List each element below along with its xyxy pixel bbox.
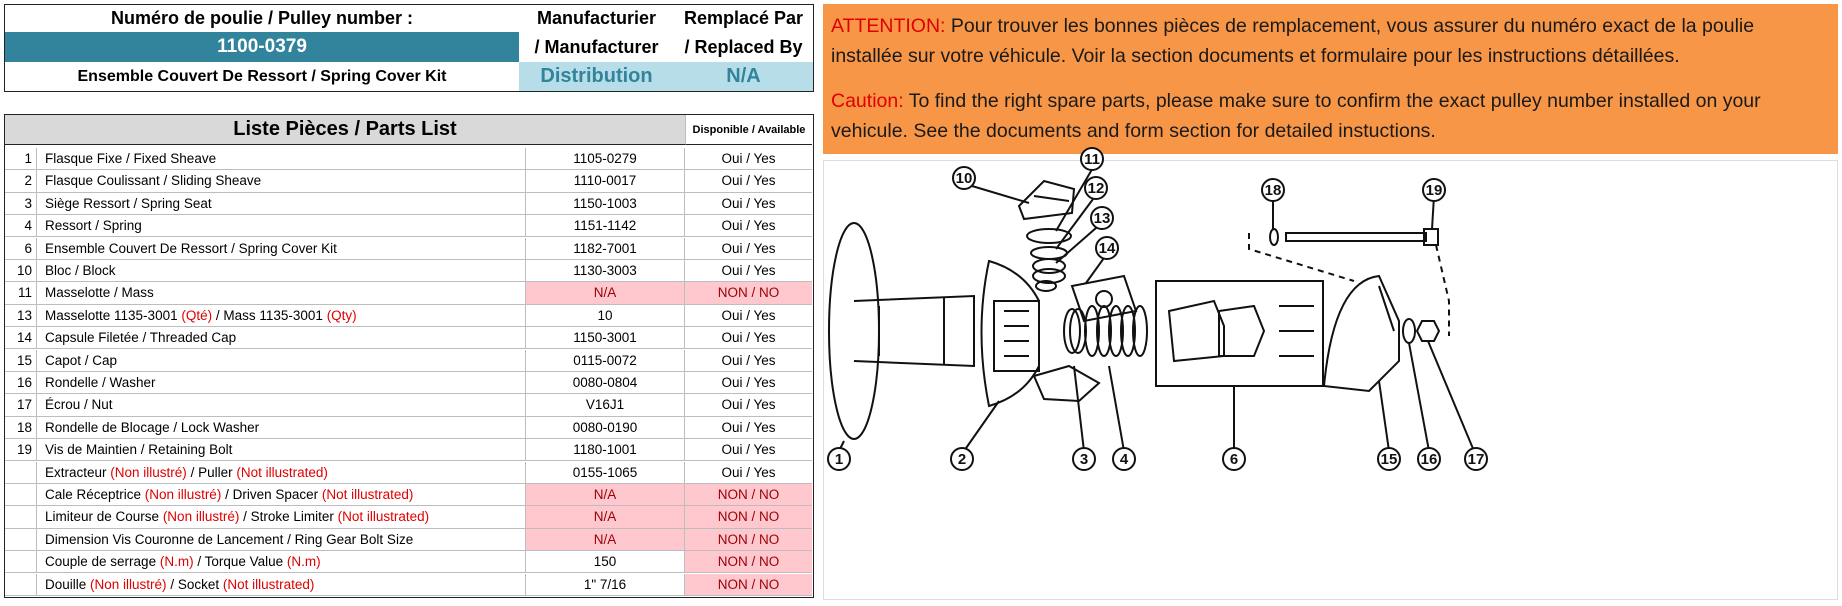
part-description xyxy=(45,529,525,550)
description-text: Extracteur xyxy=(45,464,111,480)
part-number-ref: 3 xyxy=(5,193,37,214)
part-description xyxy=(45,462,525,483)
availability: NON / NO xyxy=(685,484,812,505)
replaced-by-value: N/A xyxy=(674,62,813,91)
callout-6 xyxy=(1223,448,1245,470)
table-row xyxy=(5,193,812,215)
part-code: 1182-7001 xyxy=(525,238,685,259)
availability: Oui / Yes xyxy=(721,442,776,458)
part-code: 1150-3001 xyxy=(525,327,685,348)
table-row xyxy=(5,506,812,528)
availability: Oui / Yes xyxy=(721,218,776,234)
description-note: (Not illustrated) xyxy=(222,576,315,592)
description-text: Siège Ressort / Spring Seat xyxy=(45,195,212,211)
part-code: 1110-0017 xyxy=(525,170,685,191)
pulley-header xyxy=(4,4,814,92)
parts-rows xyxy=(5,148,812,596)
part-number-ref: 14 xyxy=(5,327,37,348)
table-row xyxy=(5,484,812,506)
table-row xyxy=(5,215,812,237)
part-code: N/A xyxy=(525,529,685,550)
table-row xyxy=(5,260,812,282)
svg-text:11: 11 xyxy=(1084,151,1100,168)
manufacturer-label-2: / Manufacturer xyxy=(534,36,659,57)
part-number-ref: 18 xyxy=(5,417,37,438)
spring-seat-drawing xyxy=(1064,309,1086,353)
part-description xyxy=(45,193,525,214)
svg-text:6: 6 xyxy=(1229,451,1239,468)
part-code: 0115-0072 xyxy=(525,350,685,371)
availability: Oui / Yes xyxy=(721,464,776,480)
part-number-ref: 19 xyxy=(5,439,37,460)
exploded-diagram xyxy=(823,151,1838,600)
part-number-ref: 10 xyxy=(5,260,37,281)
description-text: Limiteur de Course xyxy=(45,509,163,525)
description-text: / Mass 1135-3001 xyxy=(212,307,327,323)
part-code: 1" 7/16 xyxy=(525,574,685,595)
description-text: Ressort / Spring xyxy=(45,218,142,234)
table-row xyxy=(5,529,812,551)
svg-text:2: 2 xyxy=(957,451,967,468)
part-number-ref: 1 xyxy=(5,148,37,169)
manufacturer-label-1: Manufacturier xyxy=(536,8,657,28)
callout-18 xyxy=(1262,179,1284,201)
part-description xyxy=(45,170,525,191)
washer-drawing xyxy=(1403,319,1415,343)
part-code: V16J1 xyxy=(525,394,685,415)
exploded-diagram-svg xyxy=(824,151,1839,601)
description-note: (Not illustrated) xyxy=(236,464,328,480)
part-description xyxy=(45,350,525,371)
part-number-ref xyxy=(5,484,37,505)
retaining-bolt-drawing xyxy=(1270,229,1438,245)
part-number-ref xyxy=(5,506,37,527)
availability: NON / NO xyxy=(685,529,812,550)
description-text: Rondelle / Washer xyxy=(45,375,156,390)
description-text: Rondelle de Blocage / Lock Washer xyxy=(45,419,260,435)
part-number-ref: 15 xyxy=(5,350,37,371)
description-note: (Non illustré) xyxy=(90,576,167,592)
callout-4 xyxy=(1113,448,1135,470)
part-number-ref: 13 xyxy=(5,305,37,326)
part-code: 1130-3003 xyxy=(525,260,685,281)
attention-fr-key: ATTENTION: xyxy=(831,15,946,37)
part-description xyxy=(45,215,525,236)
description-note: (Non illustré) xyxy=(162,509,240,525)
callout-11 xyxy=(1081,148,1103,170)
availability: NON / NO xyxy=(685,551,812,572)
part-number-ref xyxy=(5,529,37,550)
attention-fr-line1 xyxy=(831,11,1754,41)
callout-12 xyxy=(1085,177,1107,199)
sliding-sheave-drawing xyxy=(982,261,1040,406)
availability: NON / NO xyxy=(685,506,812,527)
attention-en-key: Caution: xyxy=(831,90,904,112)
table-row xyxy=(5,282,812,304)
description-text: Masselotte 1135-3001 xyxy=(45,307,182,323)
spring-cover-kit-drawing xyxy=(1156,281,1323,386)
description-text: Bloc / Block xyxy=(45,263,116,278)
description-text: / Puller xyxy=(186,464,237,480)
part-description xyxy=(45,417,525,438)
table-row xyxy=(5,170,812,192)
description-note: (N.m) xyxy=(159,554,194,570)
description-note: (Not illustrated) xyxy=(321,487,414,502)
kit-name: Ensemble Couvert De Ressort / Spring Cover Kit xyxy=(77,67,447,85)
threaded-cap-drawing xyxy=(1072,276,1136,321)
availability: Oui / Yes xyxy=(721,375,776,390)
attention-fr-line2: installée sur votre véhicule. Voir la section documents et formulaire pour les instructions détaillées. xyxy=(831,45,1680,67)
description-text: / Stroke Limiter xyxy=(239,509,338,525)
part-code: 0155-1065 xyxy=(525,462,685,483)
part-code: 1150-1003 xyxy=(525,193,685,214)
part-description xyxy=(45,574,525,595)
availability: Oui / Yes xyxy=(721,397,776,413)
availability: Oui / Yes xyxy=(721,240,776,256)
part-number-ref: 4 xyxy=(5,215,37,236)
attention-box xyxy=(823,4,1838,154)
svg-text:18: 18 xyxy=(1264,182,1282,199)
attention-en-text1: To find the right spare parts, please make sure to confirm the exact pulley number installed on your xyxy=(903,90,1761,112)
part-code: 0080-0190 xyxy=(525,417,685,438)
availability: NON / NO xyxy=(685,282,812,303)
part-code: 1180-1001 xyxy=(525,439,685,460)
block-lower-drawing xyxy=(1034,366,1099,401)
part-description xyxy=(45,148,525,169)
part-code: 150 xyxy=(525,551,685,572)
part-number-ref: 17 xyxy=(5,394,37,415)
svg-text:10: 10 xyxy=(955,170,973,187)
part-code: N/A xyxy=(525,282,685,303)
availability: Oui / Yes xyxy=(721,151,776,166)
spring-drawing xyxy=(1085,306,1147,356)
description-text: Écrou / Nut xyxy=(45,397,113,413)
table-row xyxy=(5,439,812,461)
part-description xyxy=(45,305,525,326)
table-row xyxy=(5,574,812,596)
attention-fr-text1: Pour trouver les bonnes pièces de remplacement, vous assurer du numéro exact de la poulie xyxy=(945,15,1755,37)
part-description xyxy=(45,327,525,348)
parts-list-title: Liste Pièces / Parts List xyxy=(5,115,685,145)
table-row xyxy=(5,417,812,439)
callout-1 xyxy=(828,448,850,470)
table-row xyxy=(5,462,812,484)
callout-15 xyxy=(1378,448,1400,470)
svg-text:17: 17 xyxy=(1467,451,1485,468)
part-description xyxy=(45,238,525,259)
part-description xyxy=(45,439,525,460)
availability: NON / NO xyxy=(685,574,812,595)
description-text: Douille xyxy=(45,576,91,592)
part-code: N/A xyxy=(525,484,685,505)
availability: Oui / Yes xyxy=(721,263,776,278)
description-text: Vis de Maintien / Retaining Bolt xyxy=(45,442,233,458)
description-text: Flasque Coulissant / Sliding Sheave xyxy=(45,173,262,189)
part-description xyxy=(45,282,525,303)
svg-text:14: 14 xyxy=(1098,240,1116,257)
svg-text:13: 13 xyxy=(1093,210,1111,227)
description-text: Cale Réceptrice xyxy=(45,487,145,502)
description-note: (Qty) xyxy=(326,307,357,323)
svg-text:19: 19 xyxy=(1425,182,1443,199)
description-text: / Socket xyxy=(166,576,223,592)
availability: Oui / Yes xyxy=(721,352,776,368)
part-number-ref: 2 xyxy=(5,170,37,191)
part-description xyxy=(45,260,525,281)
description-text: / Torque Value xyxy=(193,554,287,570)
callout-16 xyxy=(1418,448,1440,470)
callout-3 xyxy=(1073,448,1095,470)
part-number-ref xyxy=(5,462,37,483)
description-note: (Non illustré) xyxy=(144,487,222,502)
parts-table xyxy=(4,114,814,598)
part-description xyxy=(45,484,525,505)
callout-14 xyxy=(1096,237,1118,259)
table-row xyxy=(5,238,812,260)
part-code: 1151-1142 xyxy=(525,215,685,236)
replaced-by-label-2: / Replaced By xyxy=(684,36,803,57)
callout-10 xyxy=(953,167,975,189)
table-row xyxy=(5,305,812,327)
table-row xyxy=(5,551,812,573)
part-code: 1105-0279 xyxy=(525,148,685,169)
callout-13 xyxy=(1091,207,1113,229)
description-note: (Non illustré) xyxy=(110,464,187,480)
availability: Oui / Yes xyxy=(721,195,776,211)
fixed-sheave-drawing xyxy=(829,223,974,439)
availability: Oui / Yes xyxy=(721,173,776,189)
manufacturer-value: Distribution xyxy=(519,62,674,91)
description-text: Capsule Filetée / Threaded Cap xyxy=(45,330,237,346)
callout-2 xyxy=(951,448,973,470)
availability: Oui / Yes xyxy=(721,307,776,323)
table-row xyxy=(5,327,812,349)
table-row xyxy=(5,148,812,170)
pulley-number-value: 1100-0379 xyxy=(5,32,519,62)
description-text: Ensemble Couvert De Ressort / Spring Cover Kit xyxy=(45,240,337,256)
part-number-ref: 16 xyxy=(5,372,37,393)
part-number-ref xyxy=(5,574,37,595)
part-description xyxy=(45,394,525,415)
part-code: 10 xyxy=(525,305,685,326)
description-text: Couple de serrage xyxy=(45,554,160,570)
svg-text:4: 4 xyxy=(1119,451,1129,468)
description-text: Masselotte / Mass xyxy=(45,285,154,301)
availability: Oui / Yes xyxy=(721,419,776,435)
part-code: 0080-0804 xyxy=(525,372,685,393)
part-description xyxy=(45,551,525,572)
table-row xyxy=(5,350,812,372)
attention-en-line1 xyxy=(831,86,1761,116)
description-text: Flasque Fixe / Fixed Sheave xyxy=(45,151,217,166)
part-number-ref: 11 xyxy=(5,282,37,303)
svg-text:12: 12 xyxy=(1087,180,1105,197)
table-row xyxy=(5,372,812,394)
replaced-by-label-1: Remplacé Par xyxy=(683,8,804,28)
attention-en-line2: vehicule. See the documents and form section for detailed instuctions. xyxy=(831,120,1436,142)
part-description xyxy=(45,372,525,393)
nut-drawing xyxy=(1417,321,1439,341)
description-note: (N.m) xyxy=(286,554,321,570)
svg-text:16: 16 xyxy=(1420,451,1438,468)
description-text: / Driven Spacer xyxy=(221,487,322,502)
description-note: (Not illustrated) xyxy=(337,509,430,525)
svg-text:15: 15 xyxy=(1380,451,1398,468)
svg-text:3: 3 xyxy=(1079,451,1089,468)
description-note: (Qté) xyxy=(181,307,213,323)
description-text: Dimension Vis Couronne de Lancement / Ring Gear Bolt Size xyxy=(45,531,414,547)
callout-17 xyxy=(1465,448,1487,470)
availability: Oui / Yes xyxy=(721,330,776,346)
available-header: Disponible / Available xyxy=(685,115,812,145)
table-row xyxy=(5,394,812,416)
part-description xyxy=(45,506,525,527)
pulley-number-label: Numéro de poulie / Pulley number : xyxy=(110,8,414,28)
svg-text:1: 1 xyxy=(834,451,844,468)
part-number-ref xyxy=(5,551,37,572)
description-text: Capot / Cap xyxy=(45,352,118,368)
part-code: N/A xyxy=(525,506,685,527)
cap-drawing xyxy=(1324,276,1399,391)
callout-19 xyxy=(1423,179,1445,201)
part-number-ref: 6 xyxy=(5,238,37,259)
